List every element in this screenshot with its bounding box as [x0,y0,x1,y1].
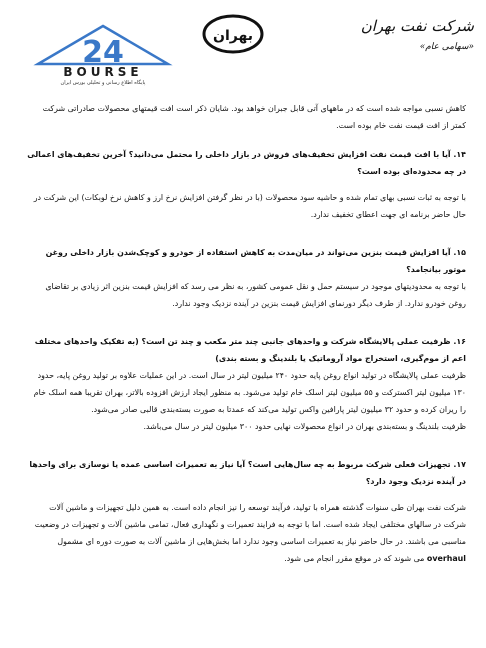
company-type: «سهامی عام» [419,42,474,52]
question-14: ۱۴. آیا با افت قیمت نفت افزایش تخفیف‌های فروش در بازار داخلی را محتمل می‌دانید؟ آخرین تخفیف‌های اعمالی در چه محدوده‌ای بوده است؟ [27,150,466,176]
svg-text:بهران: بهران [213,28,253,44]
answer-17 [26,499,466,567]
overhaul-term: overhaul [426,554,466,563]
bourse-24-logo [28,24,178,86]
svg-text:24: 24 [82,35,124,70]
question-17: ۱۷. تجهیزات فعلی شرکت مربوط به چه سال‌هایی است؟ آیا نیاز به تعمیرات اساسی عمده یا نوسازی برای واحدها در آینده نزدیک وجود دارد؟ [29,460,466,486]
answer-14: با توجه به ثبات نسبی بهای تمام شده و حاشیه سود محصولات (با در نظر گرفتن افزایش نرخ ارز و کاهش نرخ لوبکات) این شرکت در حال حاضر برنامه ای جهت اعطای تخفیف ندارد. [33,193,466,219]
answer-17-text-end: می شوند که در موقع مقرر انجام می شود. [284,554,425,563]
question-15: ۱۵. آیا افزایش قیمت بنزین می‌تواند در میان‌مدت به کاهش استفاده از خودرو و کوچک‌شدن بازار داخلی روغن موتور بیانجامد؟ [45,248,466,274]
page-header [0,0,486,96]
company-title [354,16,474,54]
document-body [26,100,466,567]
paragraph-intro: کاهش نسبی مواجه شده است که در ماههای آتی قابل جبران خواهد بود. شایان ذکر است افت قیمتهای محصولات صادراتی شرکت کمتر از افت قیمت نفت خام بوده است. [42,104,466,130]
answer-17-text: شرکت نفت بهران طی سنوات گذشته همراه با تولید، فرآیند توسعه را نیز انجام داده است. به همین دلیل تجهیزات و ماشین آلات شرکت در سالهای مختلفی ایجاد شده است. اما با توجه به فرایند تعمیرات و نگهداری فعال، تمامی ماشین آلات و تجهیزات در وضعیت مناسبی می باشند. در حال حاضر نیاز به تعمیرات اساسی وجود ندارد اما بخش‌هایی از ماشین آلات به صورت دوره ای مشمول [34,503,466,546]
answer-15: با توجه به محدودیتهای موجود در سیستم حمل و نقل عمومی کشور، به نظر می رسد که افزایش قیمت بنزین اثر زیادی بر تقاضای روغن خودرو ندارد. از طرف دیگر دورنمای افزایش قیمت بنزین در آینده نزدیک وجود ندارد. [45,282,466,308]
behran-logo [202,14,264,54]
answer-16-blending: ظرفیت بلندینگ و بسته‌بندی بهران در انواع محصولات نهایی حدود ۳۰۰ میلیون لیتر در سال می‌باشد. [143,422,466,431]
svg-text:BOURSE: BOURSE [63,65,143,79]
company-name: شرکت نفت بهران [360,17,474,35]
svg-text:پایگاه اطلاع رسانی و تحلیلی بو: پایگاه اطلاع رسانی و تحلیلی بورس ایران [60,80,146,86]
question-16: ۱۶. ظرفیت عملی پالایشگاه شرکت و واحدهای جانبی چند متر مکعب و چند تن است؟ (به تفکیک واحدهای مختلف اعم از موم‌گیری، استخراج مواد آروماتیک یا بلندینگ و بسته بندی) [34,337,466,363]
answer-16: ظرفیت عملی پالایشگاه در تولید انواع روغن پایه حدود ۲۴۰ میلیون لیتر در سال است. در این عملیات علاوه بر تولید روغن پایه، حدود ۱۳۰ میلیون لیتر اکسترکت و ۵۵ میلیون لیتر اسلک خام تولید می‌شود. به منظور ایجاد ارزش افزوده بالاتر، بهران تقریبا همه اسلک خام را ریران کرده و حدود ۳۲ میلیون لیتر پارافین واکس تولید می‌کند که عمدتا به صورت بسته‌بندی قالبی صادر می‌شود. [33,371,466,414]
